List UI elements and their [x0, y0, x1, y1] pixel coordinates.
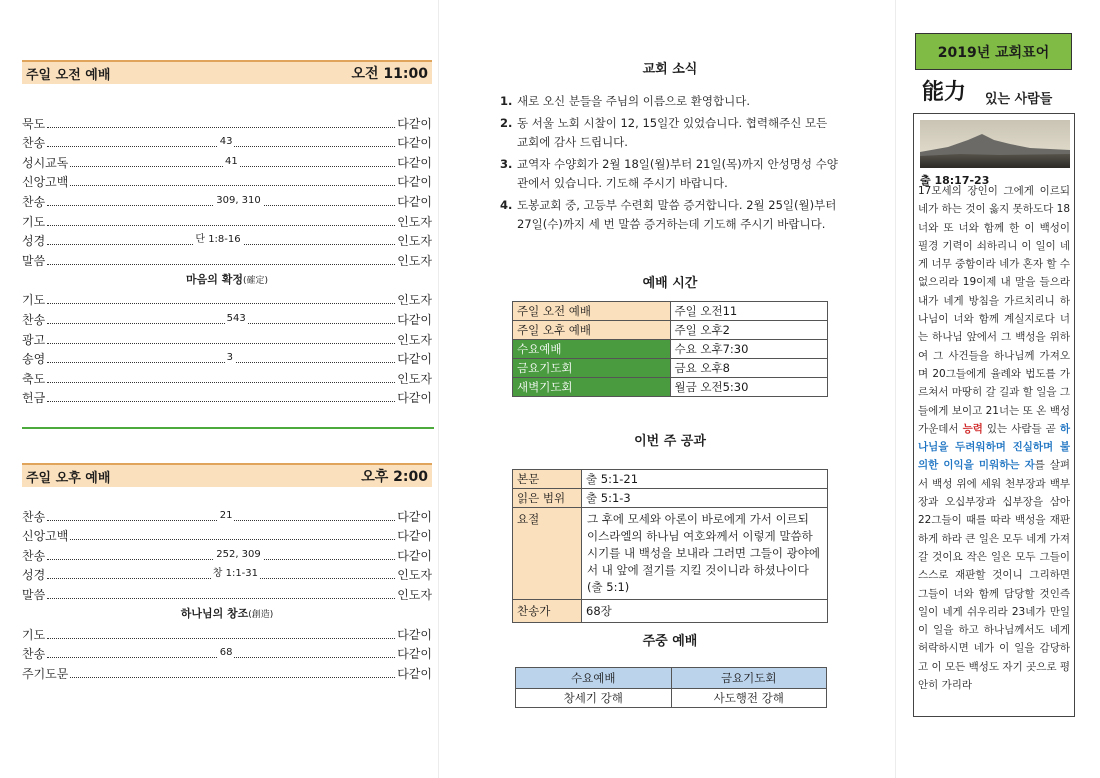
order-row — [22, 308, 432, 328]
news-item — [500, 114, 840, 152]
afternoon-service-title: 주일 오후 예배 — [26, 470, 111, 486]
morning-service-title: 주일 오전 예배 — [26, 67, 111, 83]
lesson-table — [512, 469, 828, 623]
news-item — [500, 155, 840, 193]
order-item-detail: 41 — [225, 155, 238, 167]
dotted-leader — [47, 509, 395, 521]
order-row — [22, 328, 432, 348]
order-item-name: 기도 — [22, 293, 46, 308]
order-item-detail: 543 — [226, 312, 246, 324]
news-item-number: 4. — [500, 198, 513, 212]
order-item-leader: 다같이 — [397, 391, 432, 406]
order-row — [22, 249, 432, 269]
order-row — [22, 662, 432, 682]
dotted-leader — [47, 312, 395, 324]
midweek-title: 주중 예배 — [642, 634, 698, 649]
dotted-leader — [47, 234, 395, 246]
schedule-service-name: 주일 오전 예배 — [513, 302, 671, 321]
order-row — [22, 151, 432, 171]
lesson-summary-label: 요절 — [513, 508, 582, 600]
dotted-leader — [47, 136, 395, 148]
order-item-leader: 다같이 — [397, 352, 432, 367]
table-row — [513, 359, 828, 378]
order-item-leader: 인도자 — [397, 371, 432, 386]
afternoon-order-list — [22, 505, 432, 682]
news-item-number: 3. — [500, 157, 513, 171]
news-item-text: 도봉교회 중, 고등부 수련회 말씀 증거합니다. 2월 25일(월)부터 27일(수)까지 세 번 말씀 증거하는데 기도해 주시기 바랍니다. — [517, 198, 837, 231]
order-item-detail: 창 1:1-31 — [212, 568, 259, 580]
midweek-table — [515, 667, 827, 708]
dotted-leader — [47, 647, 395, 659]
verse-emphasis-blue: 하나님을 두려워하며 진실하며 불의한 이익을 미워하는 자 — [918, 422, 1070, 472]
fold-line — [895, 0, 896, 778]
news-title: 교회 소식 — [642, 62, 698, 77]
order-item-leader: 인도자 — [397, 568, 432, 583]
lesson-hymn-label: 찬송가 — [513, 600, 582, 623]
schedule-service-time: 주일 오후2 — [670, 321, 828, 340]
lesson-reading-value: 출 5:1-3 — [582, 489, 828, 508]
order-item-name: 말씀 — [22, 587, 46, 602]
order-item-name: 기도 — [22, 627, 46, 642]
order-item-name: 찬송 — [22, 548, 46, 563]
dotted-leader — [47, 638, 395, 639]
dotted-leader — [47, 548, 395, 560]
order-item-name: 성경 — [22, 234, 46, 249]
section-divider — [22, 427, 434, 429]
table-row — [513, 508, 828, 600]
order-item-name: 축도 — [22, 371, 46, 386]
dotted-leader — [70, 155, 395, 167]
verse-emphasis-red: 능력 — [962, 422, 983, 435]
order-row — [22, 190, 432, 210]
dotted-leader — [47, 343, 395, 344]
order-item-leader: 다같이 — [397, 194, 432, 209]
lesson-summary-value: 그 후에 모세와 아론이 바로에게 가서 이르되 이스라엘의 하나님 여호와께서 이렇게 말씀하시기를 내 백성을 보내라 그러면 그들이 광야에서 내 앞에 절기를 지킬 것이니라 하셨나이다 (출 5:1) — [582, 508, 828, 600]
order-item-leader: 인도자 — [397, 214, 432, 229]
morning-sermon-title: 마음의 확정(確定) — [186, 272, 268, 286]
order-item-leader: 다같이 — [397, 647, 432, 662]
order-item-leader: 인도자 — [397, 587, 432, 602]
order-row — [22, 525, 432, 545]
order-item-detail: 43 — [219, 136, 233, 148]
midweek-val-wednesday: 창세기 강해 — [516, 689, 672, 708]
dotted-leader — [70, 677, 395, 678]
dotted-leader — [47, 401, 395, 402]
lesson-text-label: 본문 — [513, 470, 582, 489]
order-row — [22, 583, 432, 603]
order-item-detail: 252, 309 — [216, 548, 261, 560]
dotted-leader — [47, 382, 395, 383]
dotted-leader — [47, 264, 395, 265]
order-row — [22, 643, 432, 663]
order-item-leader: 다같이 — [397, 136, 432, 151]
order-item-detail: 3 — [226, 352, 234, 364]
schedule-service-time: 주일 오전11 — [670, 302, 828, 321]
order-item-name: 신앙고백 — [22, 175, 69, 190]
order-item-leader: 다같이 — [397, 529, 432, 544]
table-row — [513, 470, 828, 489]
morning-order-list — [22, 112, 432, 406]
news-item — [500, 92, 840, 111]
order-item-name: 찬송 — [22, 136, 46, 151]
news-item-text: 새로 오신 분들을 주님의 이름으로 환영합니다. — [517, 94, 751, 108]
mountain-landscape-image — [920, 120, 1070, 168]
dotted-leader — [47, 568, 395, 580]
order-item-name: 말씀 — [22, 253, 46, 268]
schedule-service-time: 월금 오전5:30 — [670, 378, 828, 397]
order-item-name: 찬송 — [22, 647, 46, 662]
order-row — [22, 289, 432, 309]
order-item-name: 찬송 — [22, 312, 46, 327]
order-item-name: 찬송 — [22, 509, 46, 524]
order-item-name: 주기도문 — [22, 666, 69, 681]
order-row — [22, 564, 432, 584]
order-item-leader: 다같이 — [397, 509, 432, 524]
order-item-leader: 다같이 — [397, 116, 432, 131]
order-item-name: 신앙고백 — [22, 529, 69, 544]
order-item-leader: 인도자 — [397, 293, 432, 308]
afternoon-service-time: 오후 2:00 — [361, 469, 428, 485]
lesson-title: 이번 주 공과 — [634, 434, 706, 449]
order-item-name: 송영 — [22, 352, 46, 367]
table-row — [516, 668, 827, 689]
lesson-text-value: 출 5:1-21 — [582, 470, 828, 489]
schedule-service-name: 금요기도회 — [513, 359, 671, 378]
dotted-leader — [47, 127, 395, 128]
order-item-name: 성시교독 — [22, 155, 69, 170]
lesson-reading-label: 읽은 범위 — [513, 489, 582, 508]
afternoon-service-header — [22, 463, 432, 487]
dotted-leader — [47, 194, 395, 206]
order-item-leader: 인도자 — [397, 253, 432, 268]
lesson-hymn-value: 68장 — [582, 600, 828, 623]
motto-hanja: 能力 — [922, 79, 967, 105]
midweek-val-friday: 사도행전 강해 — [671, 689, 827, 708]
order-item-detail: 단 1:8-16 — [195, 234, 241, 246]
order-item-name: 묵도 — [22, 116, 46, 131]
midweek-col-wednesday: 수요예배 — [516, 668, 672, 689]
morning-service-header — [22, 60, 432, 84]
table-row — [513, 321, 828, 340]
order-row — [22, 230, 432, 250]
order-item-name: 헌금 — [22, 391, 46, 406]
table-row — [513, 489, 828, 508]
order-item-name: 찬송 — [22, 194, 46, 209]
dotted-leader — [47, 352, 395, 364]
dotted-leader — [70, 539, 395, 540]
order-row — [22, 505, 432, 525]
order-row — [22, 171, 432, 191]
order-item-name: 성경 — [22, 568, 46, 583]
lesson-summary-ref: (출 5:1) — [587, 580, 630, 594]
news-item-number: 1. — [500, 94, 513, 108]
order-item-name: 광고 — [22, 332, 46, 347]
dotted-leader — [47, 303, 395, 304]
order-item-detail: 309, 310 — [216, 194, 261, 206]
afternoon-sermon-title: 하나님의 창조(創造) — [180, 606, 274, 620]
order-row — [22, 623, 432, 643]
verse-text: 17모세의 장인이 그에게 이르되 네가 하는 것이 옳지 못하도다 18너와 또 너와 함께 한 이 백성이 필경 기력이 쇠하리니 이 일이 네게 너무 중함이라 네가 혼자 할 수 없으리라 19이제 내 말을 들으라 내가 네게 방침을 가르치리니 하나님이 너와 함께 계실지로다 너는 하나님 앞에서 그 백성을 위하여 그 사건들을 하나님께 가져오며 20그들에게 율례와 법도를 가르쳐서 마땅히 갈 길과 할 일을 그들에게 보이고 21너는 또 온 백성 가운데서 능력 있는 사람들 곧 하나님을 두려워하며 진실하며 불의한 이익을 미워하는 자를 살펴서 백성 위에 세워 천부장과 백부장과 오십부장과 십부장을 삼아 22그들이 때를 따라 백성을 재판하게 하라 큰 일은 모두 네게 가져갈 것이요 작은 일은 모두 그들이 스스로 재판할 것이니 그리하면 그들이 너와 함께 담당할 것인즉 일이 네게 쉬우리라 23네가 만일 이 일을 하고 하나님께서도 네게 허락하시면 네가 이 일을 감당하고 이 모든 백성도 자기 곳으로 평안히 가리라 — [918, 185, 1070, 692]
order-item-leader: 다같이 — [397, 155, 432, 170]
order-item-leader: 다같이 — [397, 548, 432, 563]
order-item-name: 기도 — [22, 214, 46, 229]
schedule-title: 예배 시간 — [642, 276, 698, 291]
table-row — [513, 378, 828, 397]
schedule-service-time: 금요 오후8 — [670, 359, 828, 378]
fold-line — [438, 0, 439, 778]
table-row — [513, 340, 828, 359]
schedule-service-name: 수요예배 — [513, 340, 671, 359]
order-row — [22, 544, 432, 564]
order-item-leader: 다같이 — [397, 312, 432, 327]
morning-service-time: 오전 11:00 — [351, 66, 428, 82]
table-row — [513, 302, 828, 321]
order-item-detail: 68 — [219, 647, 233, 659]
order-item-leader: 인도자 — [397, 234, 432, 249]
schedule-service-name: 새벽기도회 — [513, 378, 671, 397]
order-row — [22, 210, 432, 230]
order-row — [22, 348, 432, 368]
order-item-detail: 21 — [219, 509, 233, 521]
order-row — [22, 367, 432, 387]
news-item-number: 2. — [500, 116, 513, 130]
dotted-leader — [47, 598, 395, 599]
dotted-leader — [70, 185, 395, 186]
motto-subtitle: 있는 사람들 — [985, 92, 1053, 107]
schedule-service-name: 주일 오후 예배 — [513, 321, 671, 340]
schedule-table — [512, 301, 828, 397]
table-row — [513, 600, 828, 623]
news-list — [500, 92, 840, 237]
motto-year-box: 2019년 교회표어 — [915, 33, 1072, 70]
news-item-text: 동 서울 노회 시찰이 12, 15일간 있었습니다. 협력해주신 모든 교회에 감사 드립니다. — [517, 116, 828, 149]
order-item-leader: 다같이 — [397, 627, 432, 642]
verse-reference: 출 18:17-23 — [920, 174, 990, 187]
midweek-col-friday: 금요기도회 — [671, 668, 827, 689]
dotted-leader — [47, 225, 395, 226]
order-item-leader: 다같이 — [397, 175, 432, 190]
order-item-leader: 다같이 — [397, 666, 432, 681]
news-item-text: 교역자 수양회가 2월 18일(월)부터 21일(목)까지 안성명성 수양관에서 있습니다. 기도해 주시기 바랍니다. — [517, 157, 838, 190]
table-row — [516, 689, 827, 708]
order-row — [22, 112, 432, 132]
schedule-service-time: 수요 오후7:30 — [670, 340, 828, 359]
order-row — [22, 387, 432, 407]
order-item-leader: 인도자 — [397, 332, 432, 347]
news-item — [500, 196, 840, 234]
order-row — [22, 132, 432, 152]
